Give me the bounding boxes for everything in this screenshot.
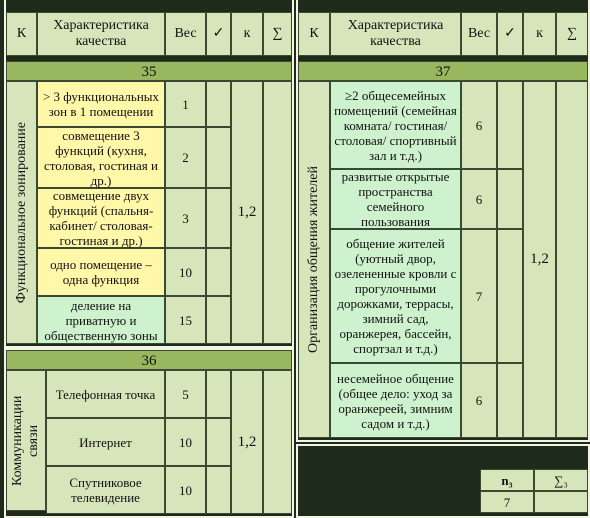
- summary-sum3-value: [534, 491, 588, 513]
- group-37-row-4-check[interactable]: [497, 363, 523, 438]
- group-36-row-3-weight: 10: [165, 466, 206, 514]
- group-36-coef: 1,2: [231, 370, 263, 514]
- right-header-k: К: [298, 12, 330, 56]
- group-35-criterion-label: Функциональное зонирование: [13, 121, 29, 304]
- summary-n3-value: 7: [480, 491, 534, 513]
- group-36-row-2-check[interactable]: [206, 418, 231, 466]
- group-36-row-3-text: Спутниковое телевидение: [46, 466, 165, 514]
- group-37-criterion-label: Организация общения жителей: [306, 166, 321, 353]
- group-35-number: 35: [6, 61, 292, 81]
- group-35-row-1-text: > 3 функциональных зон в 1 помещении: [37, 81, 165, 127]
- group-37-row-2-text: развитые открытые пространства семейного пользования: [330, 169, 461, 229]
- group-35-row-4-check[interactable]: [206, 248, 231, 296]
- group-37-row-3-check[interactable]: [497, 229, 523, 363]
- group-36-row-2-text: Интернет: [46, 418, 165, 466]
- group-37-row-3-text: общение жителей (уютный двор, озелененные кровли с прогулочными дорожками, террасы, зимний сад, оранжерея, бассейн, спортзал и т.д.): [330, 229, 461, 363]
- group-35-row-5-check[interactable]: [206, 296, 231, 344]
- group-37-row-2-check[interactable]: [497, 169, 523, 229]
- group-35-row-2-weight: 2: [165, 127, 206, 188]
- group-35-row-1-weight: 1: [165, 81, 206, 127]
- group-35-row-5-text: деление на приватную и общественную зоны: [37, 296, 165, 344]
- group-36-row-1-text: Телефонная точка: [46, 370, 165, 418]
- summary-header-n3: n₃: [480, 469, 534, 491]
- group-35-row-3-text: совмещение двух функций (спальня-кабинет/ столовая-гостиная и др.): [37, 188, 165, 248]
- group-37-row-4-text: несемейное общение (общее дело: уход за оранжереей, зимним садом и т.д.): [330, 363, 461, 438]
- group-35-criterion: [6, 81, 37, 344]
- group-37-row-1-weight: 6: [461, 81, 497, 169]
- group-35-row-4-weight: 10: [165, 248, 206, 296]
- group-36-row-1-weight: 5: [165, 370, 206, 418]
- group-37-row-1-text: ≥2 общесемейных помещений (семейная комната/ гостиная/ столовая/ спортивный зал и т.д.): [330, 81, 461, 169]
- right-header-check: ✓: [497, 12, 523, 56]
- right-header-weight: Вес: [461, 12, 497, 56]
- group-35-row-2-text: совмещение 3 функций (кухня, столовая, гостиная и др.): [37, 127, 165, 188]
- group-37-sum: [556, 81, 588, 438]
- group-37-number: 37: [298, 61, 588, 81]
- right-header-coef: к: [523, 12, 556, 56]
- group-37-row-3-weight: 7: [461, 229, 497, 363]
- group-37-row-1-check[interactable]: [497, 81, 523, 169]
- group-35-sum: [263, 81, 292, 344]
- group-36-number: 36: [6, 350, 292, 370]
- left-header-k: К: [6, 12, 37, 56]
- group-35-row-1-check[interactable]: [206, 81, 231, 127]
- group-36-row-3-check[interactable]: [206, 466, 231, 514]
- group-36-criterion-label: Коммуникации связи: [10, 395, 41, 486]
- group-37-coef: 1,2: [523, 81, 556, 438]
- group-35-row-3-check[interactable]: [206, 188, 231, 248]
- left-header-coef: к: [231, 12, 263, 56]
- group-37-criterion: [298, 81, 330, 438]
- left-header-sum: ∑: [263, 12, 292, 56]
- left-header-weight: Вес: [165, 12, 206, 56]
- group-35-coef: 1,2: [231, 81, 263, 344]
- summary-header-sum3: ∑₃: [534, 469, 588, 491]
- group-37-row-4-weight: 6: [461, 363, 497, 438]
- group-36-row-2-weight: 10: [165, 418, 206, 466]
- group-36-row-1-check[interactable]: [206, 370, 231, 418]
- group-35-row-3-weight: 3: [165, 188, 206, 248]
- left-header-characteristic: Характеристика качества: [37, 12, 165, 56]
- group-35-row-2-check[interactable]: [206, 127, 231, 188]
- group-35-row-5-weight: 15: [165, 296, 206, 344]
- group-35-row-4-text: одно помещение – одна функция: [37, 248, 165, 296]
- right-header-sum: ∑: [556, 12, 588, 56]
- left-header-check: ✓: [206, 12, 231, 56]
- group-37-row-2-weight: 6: [461, 169, 497, 229]
- right-header-characteristic: Характеристика качества: [330, 12, 461, 56]
- group-36-sum: [263, 370, 292, 514]
- group-36-criterion: [6, 370, 46, 511]
